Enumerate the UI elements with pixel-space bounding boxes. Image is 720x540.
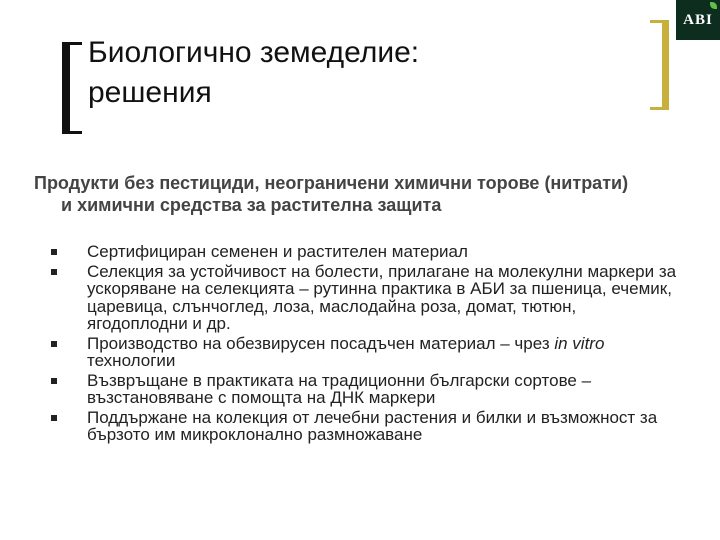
leaf-icon (710, 2, 717, 9)
list-item-text: Поддържане на колекция от лечебни растения и билки и възможност за бързото им микроклонално размножаване (87, 407, 658, 444)
list-item-text-italic: in vitro (554, 333, 605, 353)
list-item-text: Възвръщане в практиката на традиционни български сортове – възстановяване с помощта на ДНК маркери (87, 370, 592, 407)
right-bracket-decoration (650, 20, 669, 110)
list-item (50, 409, 680, 444)
square-bullet-icon (51, 378, 57, 384)
slide-heading: Продукти без пестициди, неограничени химични торове (нитрати) и химични средства за растителна защита (34, 173, 629, 215)
square-bullet-icon (51, 269, 57, 275)
list-item (50, 372, 680, 407)
abi-logo (676, 0, 720, 40)
list-item-text: Селекция за устойчивост на болести, прилагане на молекулни маркери за ускоряване на селекцията – рутинна практика в АБИ за пшеница, ечемик, царевица, слънчоглед, лоза, маслодайна роза, домат, тютюн, ягодоплодни и др. (87, 261, 677, 333)
square-bullet-icon (51, 415, 57, 421)
list-item-text: Сертифициран семенен и растителен материал (87, 242, 468, 261)
list-item (50, 263, 680, 333)
bullet-list (50, 243, 680, 444)
list-item (50, 243, 680, 261)
square-bullet-icon (51, 341, 57, 347)
slide-title (88, 33, 628, 113)
title-line-2: решения (88, 76, 212, 109)
list-item-text-after: технологии (87, 351, 176, 370)
square-bullet-icon (51, 249, 57, 255)
title-line-1: Биологично земеделие: (88, 36, 420, 69)
list-item (50, 335, 680, 370)
list-item-text-before: Производство на обезвирусен посадъчен материал – чрез (87, 333, 555, 353)
logo-text: ABI (683, 11, 713, 28)
left-bracket-decoration (62, 42, 82, 134)
